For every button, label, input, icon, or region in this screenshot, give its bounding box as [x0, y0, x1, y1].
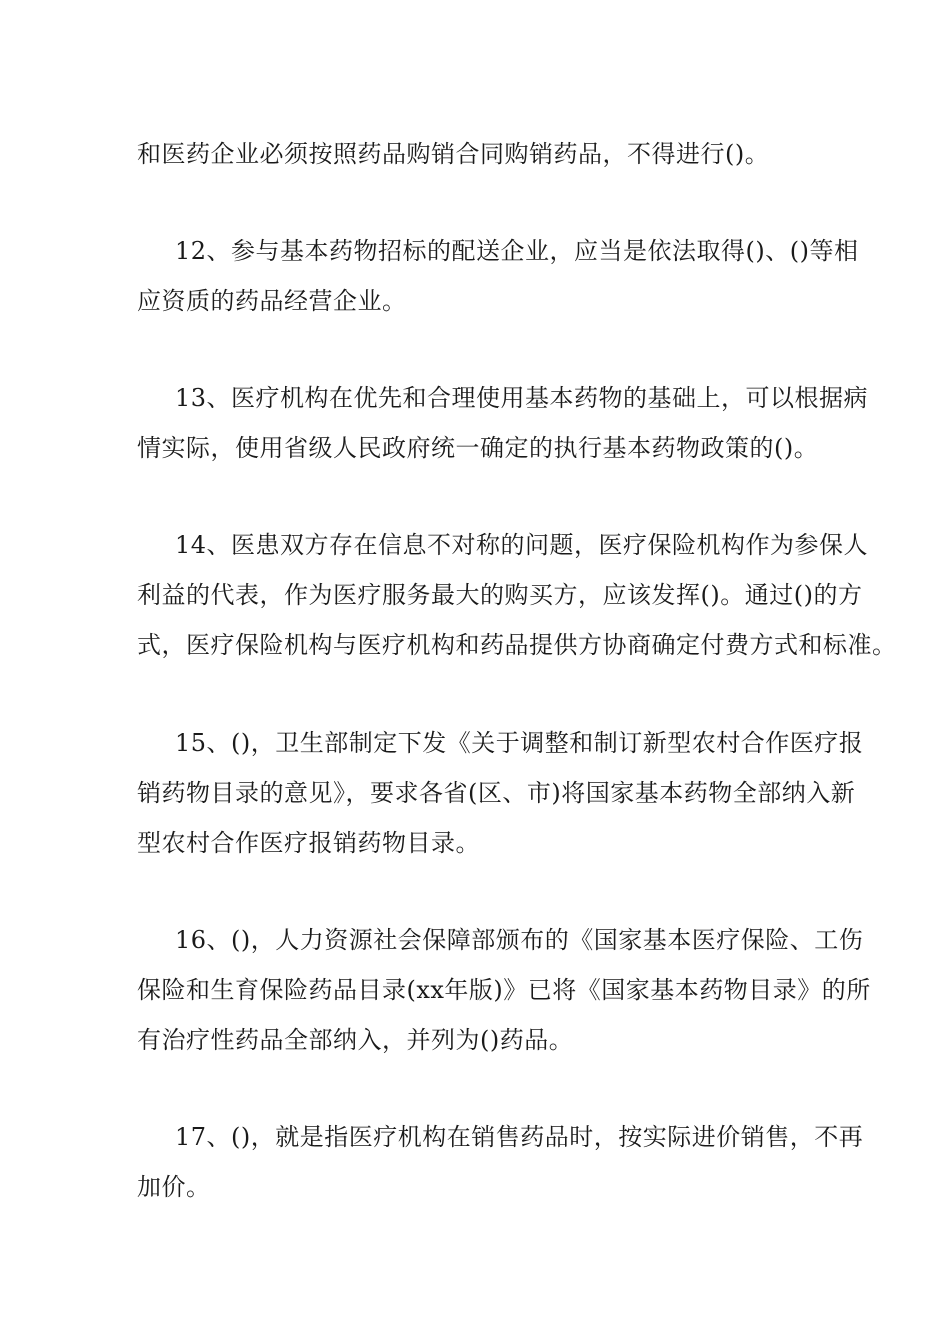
question-17-line-1: 17、()，就是指医疗机构在销售药品时，按实际进价销售，不再	[175, 1123, 864, 1151]
question-16-line-3: 有治疗性药品全部纳入，并列为()药品。	[137, 1026, 574, 1054]
question-14-line-3: 式，医疗保险机构与医疗机构和药品提供方协商确定付费方式和标准。	[137, 631, 897, 659]
question-16-line-1: 16、()，人力资源社会保障部颁布的《国家基本医疗保险、工伤	[175, 926, 864, 954]
question-15-line-3: 型农村合作医疗报销药物目录。	[137, 829, 480, 857]
question-14-line-1: 14、医患双方存在信息不对称的问题，医疗保险机构作为参保人	[175, 531, 869, 559]
question-14-line-2: 利益的代表，作为医疗服务最大的购买方，应该发挥()。通过()的方	[137, 581, 863, 609]
question-12-line-2: 应资质的药品经营企业。	[137, 287, 407, 315]
question-15-line-2: 销药物目录的意见》，要求各省(区、市)将国家基本药物全部纳入新	[137, 779, 856, 807]
question-12-line-1: 12、参与基本药物招标的配送企业，应当是依法取得()、()等相	[175, 237, 859, 265]
question-13-line-1: 13、医疗机构在优先和合理使用基本药物的基础上，可以根据病	[175, 384, 869, 412]
text-line: 和医药企业必须按照药品购销合同购销药品，不得进行()。	[137, 140, 770, 168]
question-13-line-2: 情实际，使用省级人民政府统一确定的执行基本药物政策的()。	[137, 434, 819, 462]
question-15-line-1: 15、()，卫生部制定下发《关于调整和制订新型农村合作医疗报	[175, 729, 864, 757]
question-17-line-2: 加价。	[137, 1173, 211, 1201]
question-16-line-2: 保险和生育保险药品目录(xx年版)》已将《国家基本药物目录》的所	[137, 976, 871, 1004]
